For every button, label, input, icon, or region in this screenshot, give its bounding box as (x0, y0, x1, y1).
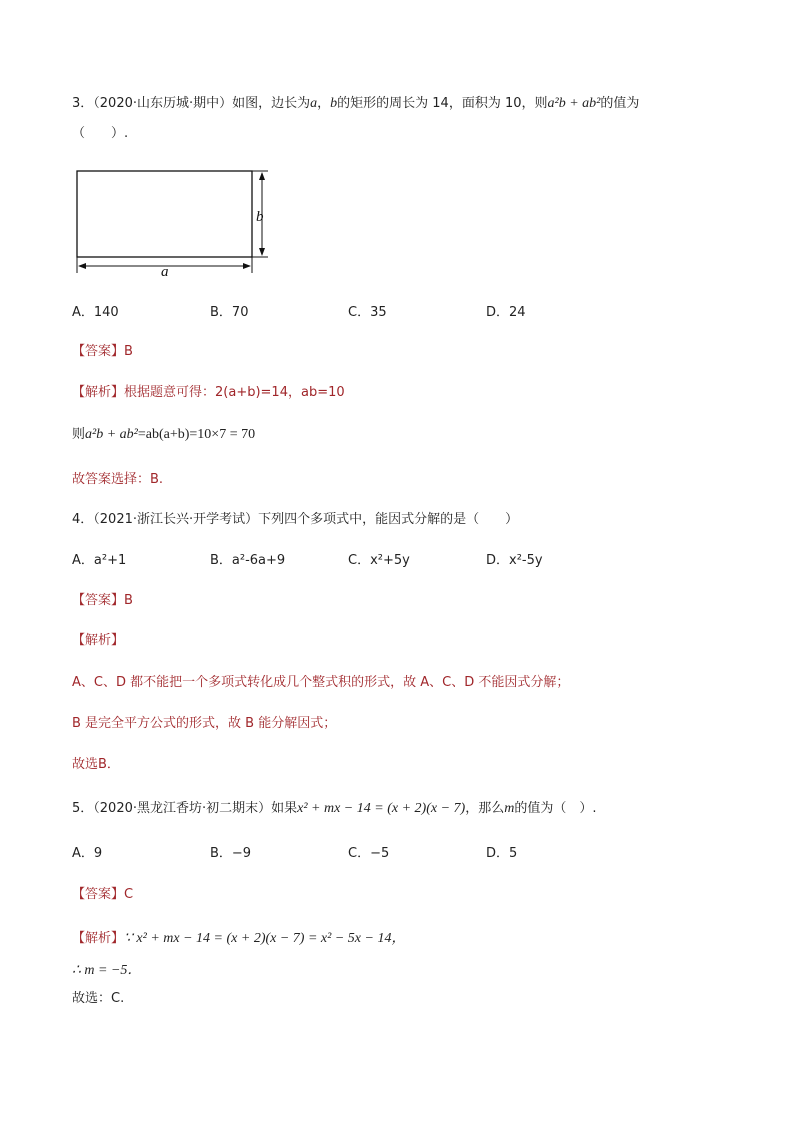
q3-stem-prefix: 3．（2020·山东历城·期中）如图，边长为 (72, 96, 311, 111)
q3-answer: 【答案】B (72, 344, 133, 359)
q4-analysis-1: A、C、D 都不能把一个多项式转化成几个整式积的形式，故 A、C、D 不能因式分解； (72, 675, 570, 690)
q4-option-a: A．a²+1 (72, 553, 127, 568)
q5-conclusion: 故选：C. (72, 991, 125, 1006)
q4-conclusion: 故选B． (72, 757, 120, 772)
q3-analysis-text-1: 根据题意可得：2(a+b)=14，ab=10 (124, 385, 345, 400)
q5-analysis-1 (72, 930, 405, 948)
q5-analysis-tag: 【解析】 (72, 931, 125, 946)
q3-blank: （ ）. (72, 126, 129, 141)
q3-rectangle-figure (70, 165, 280, 280)
q3-var-b: b (330, 96, 338, 111)
q3-conclusion: 故答案选择：B. (72, 472, 164, 487)
q3-stem (72, 95, 639, 113)
q3-dim-a-arrow-right (243, 263, 251, 269)
q5-var-m: m (504, 801, 515, 816)
q5-option-d: D．5 (486, 846, 518, 861)
q5-analysis-text-1: ∵ x² + mx − 14 = (x + 2)(x − 7) = x² − 5x − 14， (124, 931, 406, 946)
q4-option-c: C．x²+5y (348, 553, 410, 568)
q3-expr: a²b + ab² (547, 96, 601, 111)
q4-answer: 【答案】B (72, 593, 133, 608)
q5-analysis-2: ∴ m = −5． (72, 963, 142, 978)
q5-stem (72, 800, 596, 818)
q5-option-b: B．−9 (210, 846, 252, 861)
q3-var-a: a (310, 96, 318, 111)
q4-option-b: B．a²-6a+9 (210, 553, 286, 568)
q3-stem-suffix: 的值为 (600, 96, 640, 111)
q4-analysis-2: B 是完全平方公式的形式，故 B 能分解因式； (72, 716, 337, 731)
q5-stem-suffix: 的值为（ ）. (514, 801, 597, 816)
q3-dim-a-arrow-left (78, 263, 86, 269)
q5-option-c: C．−5 (348, 846, 390, 861)
q5-stem-expr: x² + mx − 14 = (x + 2)(x − 7) (297, 801, 466, 816)
q3-label-b: b (256, 209, 264, 225)
q3-analysis-2-rest: =ab(a+b)=10×7 = 70 (137, 427, 256, 442)
q3-analysis-2-prefix: 则 (72, 427, 86, 442)
q4-stem: 4．（2021·浙江长兴·开学考试）下列四个多项式中，能因式分解的是（ ） (72, 512, 519, 527)
q3-label-a: a (161, 264, 169, 280)
q3-rectangle (77, 171, 252, 257)
q5-stem-prefix: 5．（2020·黑龙江香坊·初二期末）如果 (72, 801, 298, 816)
q4-option-d: D．x²-5y (486, 553, 543, 568)
q3-sep: ， (317, 96, 331, 111)
q3-dim-b-arrow-top (259, 172, 265, 180)
q3-analysis-tag: 【解析】 (72, 385, 125, 400)
q3-option-c: C．35 (348, 305, 387, 320)
q3-analysis-2-expr: a²b + ab² (85, 427, 138, 442)
q3-dim-b-arrow-bottom (259, 248, 265, 256)
q4-analysis-tag: 【解析】 (72, 633, 125, 648)
q3-option-d: D．24 (486, 305, 526, 320)
q3-stem-mid: 的矩形的周长为 14，面积为 10，则 (337, 96, 548, 111)
q3-option-a: A．140 (72, 305, 119, 320)
q5-stem-mid: ，那么 (465, 801, 505, 816)
q5-answer: 【答案】C (72, 887, 134, 902)
q3-analysis-1 (72, 384, 345, 402)
q5-option-a: A．9 (72, 846, 103, 861)
q3-option-b: B．70 (210, 305, 249, 320)
q3-analysis-2 (72, 426, 255, 444)
